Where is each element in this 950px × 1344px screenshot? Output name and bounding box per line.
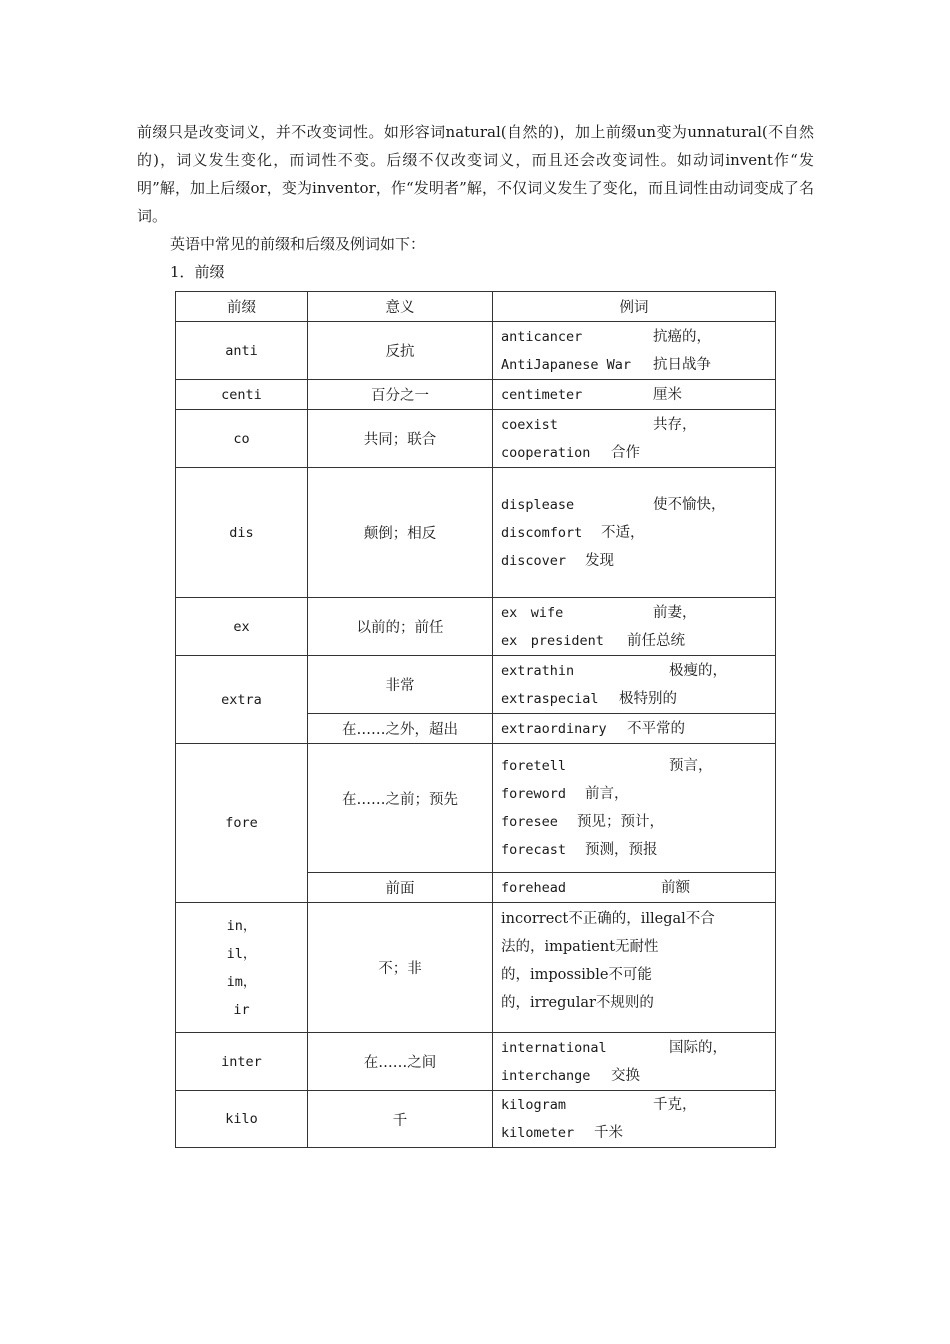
example-gloss: 发现 <box>585 552 614 569</box>
example-word: anticancer <box>501 328 583 345</box>
header-examples: 例词 <box>493 292 776 322</box>
example-line <box>501 323 767 351</box>
intro-paragraph: 前缀只是改变词义，并不改变词性。如形容词natural(自然的)，加上前缀un变为unnatural(不自然的)，词义发生变化，而词性不变。后缀不仅改变词义，而且还会改变词性。如动词invent作“发明”解，加上后缀or，变为inventor，作“发明者”解，不仅词义发生了变化，而且词性由动词变成了名词。 <box>137 123 814 225</box>
examples-cell <box>493 322 776 380</box>
example-word: foresee <box>501 814 558 830</box>
example-line <box>501 874 767 902</box>
example-line <box>501 657 767 685</box>
prefix-variant: im， <box>226 973 257 990</box>
examples-cell <box>493 1091 776 1148</box>
table-row <box>176 656 776 714</box>
example-gloss: 使不愉快， <box>653 496 726 513</box>
example-word: kilogram <box>501 1097 567 1113</box>
example-word: foretell <box>501 758 567 774</box>
example-gloss: 预测，预报 <box>585 842 658 858</box>
example-line <box>501 351 767 379</box>
prefix-cell: fore <box>176 744 308 903</box>
table-row <box>176 1091 776 1148</box>
prefix-cell: anti <box>176 322 308 380</box>
example-word: centimeter <box>501 386 583 403</box>
example-word: forehead <box>501 879 567 896</box>
example-line <box>501 1034 767 1062</box>
meaning-cell: 在……之间 <box>308 1033 493 1091</box>
example-line <box>501 1062 767 1090</box>
example-word: AntiJapanese War <box>501 356 632 373</box>
example-word: kilometer <box>501 1125 575 1141</box>
example-line <box>501 780 767 808</box>
example-gloss: 前额 <box>661 879 690 896</box>
meaning-cell: 颠倒；相反 <box>308 468 493 598</box>
example-word: extraspecial <box>501 690 599 707</box>
examples-cell <box>493 380 776 410</box>
example-word: international <box>501 1039 607 1056</box>
example-word: extrathin <box>501 662 575 679</box>
example-line <box>501 439 767 467</box>
prefix-variant: in， <box>226 917 257 934</box>
example-gloss: 前言， <box>585 786 629 802</box>
example-line <box>501 808 767 836</box>
example-gloss: 交换 <box>611 1067 640 1084</box>
examples-cell <box>493 873 776 903</box>
example-gloss: 抗日战争 <box>653 356 711 373</box>
example-gloss: 共存， <box>653 416 697 433</box>
example-word: discomfort <box>501 524 583 541</box>
example-line <box>501 381 767 409</box>
example-gloss: 不平常的 <box>627 720 685 737</box>
example-line: incorrect不正确的，illegal不合 <box>501 911 715 927</box>
example-gloss: 不适， <box>601 524 645 541</box>
example-line <box>501 491 767 519</box>
example-word: coexist <box>501 416 558 433</box>
example-gloss: 前妻， <box>653 604 697 621</box>
example-line: 法的，impatient无耐性 <box>501 939 659 955</box>
example-gloss: 极瘦的， <box>669 662 727 679</box>
meaning-cell: 在……之前；预先 <box>308 744 493 873</box>
example-gloss: 极特别的 <box>619 690 677 707</box>
example-word: extraordinary <box>501 720 607 737</box>
header-meaning: 意义 <box>308 292 493 322</box>
prefix-cell: co <box>176 410 308 468</box>
example-gloss: 千米 <box>594 1125 623 1141</box>
example-gloss: 合作 <box>611 444 640 461</box>
example-line: 的，irregular不规则的 <box>501 995 654 1011</box>
prefix-cell: kilo <box>176 1091 308 1148</box>
example-word: foreword <box>501 786 567 802</box>
table-row <box>176 598 776 656</box>
example-line <box>501 685 767 713</box>
example-word: cooperation <box>501 444 591 461</box>
prefix-table <box>175 291 776 1148</box>
example-word: displease <box>501 496 575 513</box>
example-gloss: 前任总统 <box>627 632 685 649</box>
table-row <box>176 322 776 380</box>
example-line <box>501 1091 767 1119</box>
table-row <box>176 1033 776 1091</box>
examples-cell <box>493 744 776 873</box>
example-word: ex president <box>501 632 604 649</box>
example-line <box>501 715 767 743</box>
table-row <box>176 410 776 468</box>
examples-cell <box>493 1033 776 1091</box>
table-row <box>176 903 776 1033</box>
prefix-cell <box>176 903 308 1033</box>
meaning-cell: 在……之外，超出 <box>308 714 493 744</box>
example-line <box>501 836 767 864</box>
examples-cell <box>493 598 776 656</box>
prefix-cell: extra <box>176 656 308 744</box>
example-gloss: 厘米 <box>653 386 682 403</box>
meaning-cell: 百分之一 <box>308 380 493 410</box>
meaning-cell: 以前的；前任 <box>308 598 493 656</box>
meaning-cell: 前面 <box>308 873 493 903</box>
example-gloss: 国际的， <box>669 1039 727 1056</box>
example-line <box>501 547 767 575</box>
example-word: ex wife <box>501 604 564 621</box>
example-line: 的，impossible不可能 <box>501 967 652 983</box>
section-heading-prefix: 1．前缀 <box>170 263 225 281</box>
meaning-cell: 共同；联合 <box>308 410 493 468</box>
examples-cell <box>493 410 776 468</box>
prefix-variant: il， <box>226 945 257 962</box>
prefix-cell: inter <box>176 1033 308 1091</box>
table-row <box>176 744 776 873</box>
meaning-cell: 反抗 <box>308 322 493 380</box>
example-gloss: 千克， <box>653 1097 697 1113</box>
example-line <box>501 627 767 655</box>
meaning-cell: 不；非 <box>308 903 493 1033</box>
example-gloss: 预言， <box>669 758 713 774</box>
meaning-cell: 非常 <box>308 656 493 714</box>
example-line <box>501 411 767 439</box>
table-row <box>176 380 776 410</box>
prefix-variant: ir <box>233 1001 250 1018</box>
prefix-cell: dis <box>176 468 308 598</box>
example-gloss: 抗癌的， <box>653 328 711 345</box>
example-gloss: 预见；预计， <box>577 814 664 830</box>
table-header-row <box>176 292 776 322</box>
examples-cell <box>493 714 776 744</box>
example-word: interchange <box>501 1067 591 1084</box>
table-row <box>176 468 776 598</box>
examples-cell <box>493 656 776 714</box>
header-prefix: 前缀 <box>176 292 308 322</box>
example-line <box>501 1119 767 1147</box>
example-line <box>501 519 767 547</box>
examples-cell <box>493 903 776 1033</box>
common-affixes-sentence: 英语中常见的前缀和后缀及例词如下： <box>170 235 426 253</box>
example-line <box>501 599 767 627</box>
example-word: discover <box>501 552 567 569</box>
example-line <box>501 752 767 780</box>
meaning-cell: 千 <box>308 1091 493 1148</box>
prefix-cell: ex <box>176 598 308 656</box>
example-word: forecast <box>501 842 567 858</box>
prefix-cell: centi <box>176 380 308 410</box>
examples-cell <box>493 468 776 598</box>
